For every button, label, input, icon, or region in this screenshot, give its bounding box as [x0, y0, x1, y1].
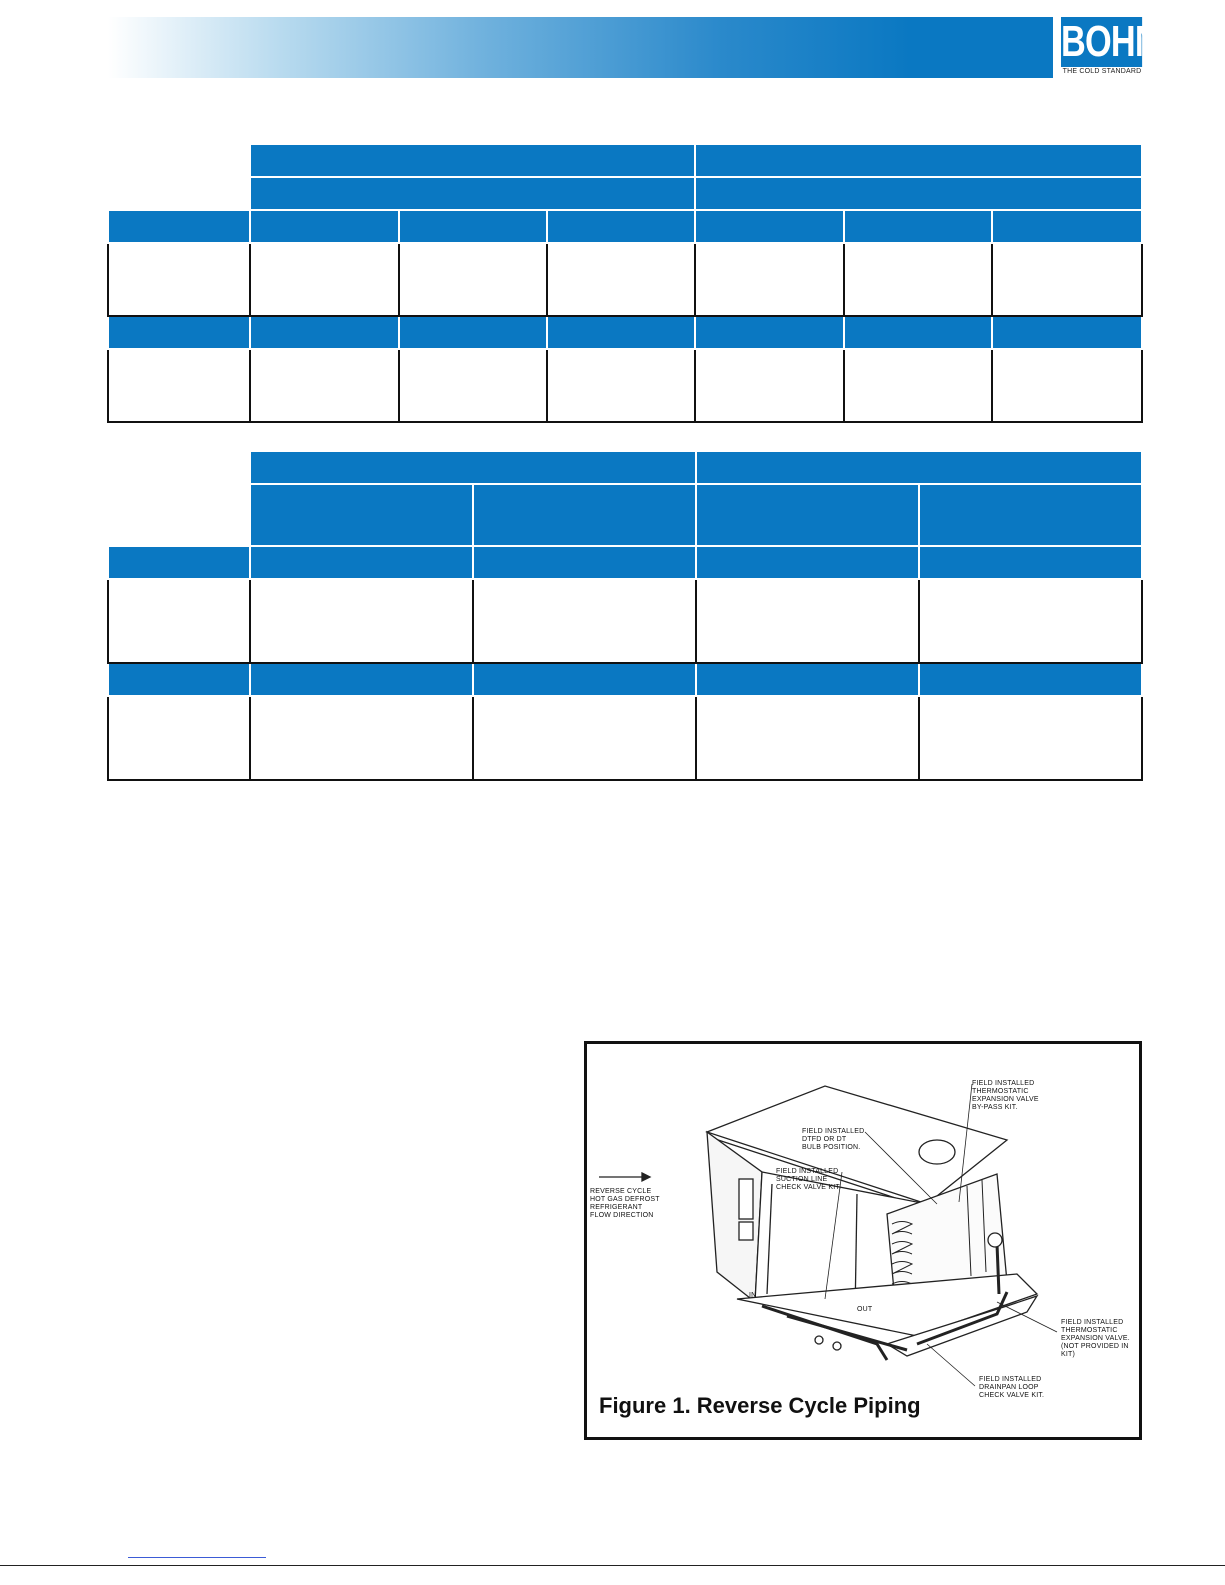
spec-table-2 — [107, 450, 1143, 781]
callout-drainpan-check: FIELD INSTALLED DRAINPAN LOOP CHECK VALVE KIT. — [979, 1376, 1045, 1399]
table-header-cell — [473, 663, 696, 696]
table-corner — [108, 144, 250, 177]
table-group-header — [250, 144, 695, 177]
table-header-cell — [992, 316, 1142, 349]
table-header-cell — [919, 546, 1142, 579]
header-gradient-bar — [108, 17, 1053, 78]
table-cell — [108, 696, 250, 780]
table-cell — [250, 579, 473, 663]
table-header-cell — [250, 316, 399, 349]
evaporator-unit-illustration — [587, 1044, 1139, 1437]
table-header-cell — [695, 316, 844, 349]
table-corner — [108, 177, 250, 210]
brand-logo: BOHN — [1061, 17, 1159, 66]
table-header-cell — [250, 663, 473, 696]
table-cell — [547, 349, 695, 422]
table-header-cell — [108, 210, 250, 243]
callout-in: IN — [749, 1292, 757, 1299]
table-cell — [695, 349, 844, 422]
table-group-header — [250, 451, 696, 484]
table-header-cell — [250, 546, 473, 579]
table-header-cell — [695, 210, 844, 243]
table-subgroup-header — [695, 177, 1142, 210]
table-header-cell — [547, 210, 695, 243]
table-header-cell — [992, 210, 1142, 243]
table-cell — [473, 696, 696, 780]
figure-reverse-cycle-piping — [584, 1041, 1142, 1440]
footer-link-underline — [128, 1557, 266, 1558]
table-header-cell — [473, 546, 696, 579]
brand-tagline: THE COLD STANDARD — [1062, 68, 1142, 75]
table-cell — [250, 243, 399, 316]
table-header-cell — [844, 210, 992, 243]
table-cell — [108, 349, 250, 422]
table-group-header — [695, 144, 1142, 177]
spec-table-1 — [107, 143, 1143, 423]
callout-bypass-kit: FIELD INSTALLED THERMOSTATIC EXPANSION VALVE BY-PASS KIT. — [972, 1080, 1039, 1111]
table-group-header — [696, 451, 1142, 484]
table-subgroup-header — [696, 484, 919, 546]
table-cell — [844, 349, 992, 422]
table-cell — [919, 696, 1142, 780]
table-cell — [696, 696, 919, 780]
table-cell — [992, 349, 1142, 422]
callout-bulb-position: FIELD INSTALLED DTFD OR DT BULB POSITION. — [802, 1128, 865, 1151]
table-header-cell — [108, 663, 250, 696]
table-cell — [992, 243, 1142, 316]
table-cell — [695, 243, 844, 316]
footer-rule — [0, 1565, 1225, 1566]
table-row — [108, 349, 1142, 422]
table-header-cell — [919, 663, 1142, 696]
table-row — [108, 579, 1142, 663]
table-cell — [250, 349, 399, 422]
table-subgroup-header — [473, 484, 696, 546]
table-header-cell — [399, 210, 547, 243]
table-row — [108, 696, 1142, 780]
table-cell — [399, 349, 547, 422]
callout-flow-direction: REVERSE CYCLE HOT GAS DEFROST REFRIGERANT FLOW DIRECTION — [590, 1188, 660, 1219]
table-cell — [399, 243, 547, 316]
table-header-cell — [547, 316, 695, 349]
table-cell — [696, 579, 919, 663]
table-cell — [919, 579, 1142, 663]
table-subgroup-header — [250, 484, 473, 546]
table-cell — [547, 243, 695, 316]
table-header-cell — [108, 546, 250, 579]
table-header-cell — [399, 316, 547, 349]
table-header-cell — [696, 546, 919, 579]
table-corner — [108, 451, 250, 484]
figure-caption: Figure 1. Reverse Cycle Piping — [599, 1393, 921, 1418]
table-cell — [473, 579, 696, 663]
table-header-cell — [844, 316, 992, 349]
table-header-cell — [250, 210, 399, 243]
table-cell — [250, 696, 473, 780]
table-cell — [108, 579, 250, 663]
table-subgroup-header — [919, 484, 1142, 546]
table-header-cell — [696, 663, 919, 696]
table-cell — [108, 243, 250, 316]
table-row — [108, 243, 1142, 316]
callout-suction-check: FIELD INSTALLED SUCTION LINE CHECK VALVE KIT. — [776, 1168, 842, 1191]
table-header-cell — [108, 316, 250, 349]
callout-txv: FIELD INSTALLED THERMOSTATIC EXPANSION VALVE. (NOT PROVIDED IN KIT) — [1061, 1319, 1130, 1358]
table-corner — [108, 484, 250, 546]
table-subgroup-header — [250, 177, 695, 210]
table-cell — [844, 243, 992, 316]
callout-out: OUT — [857, 1306, 873, 1313]
